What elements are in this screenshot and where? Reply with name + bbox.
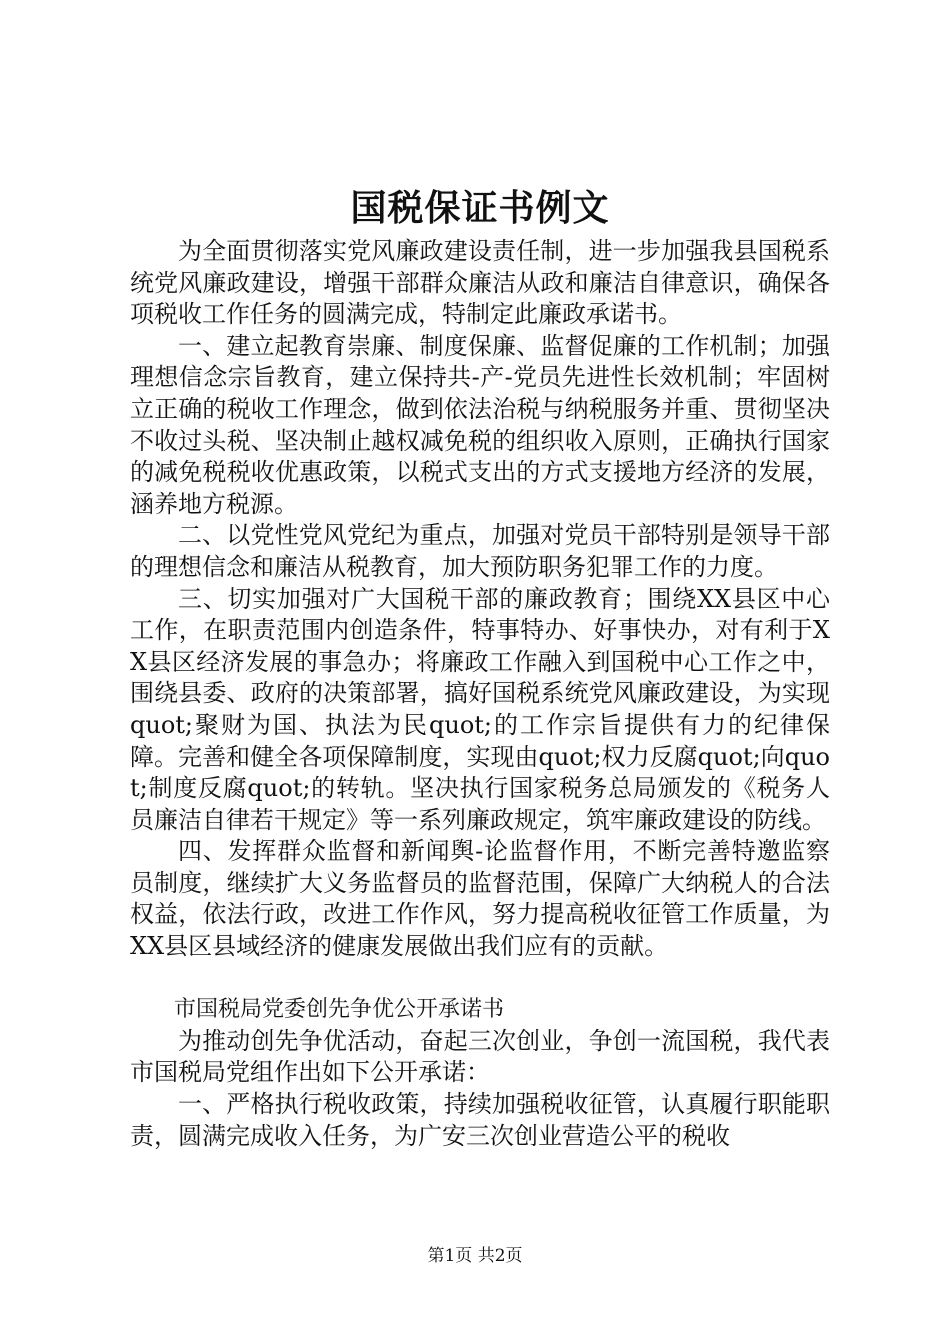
paragraph-pledge-1: 一、严格执行税收政策，持续加强税收征管，认真履行职能职责，圆满完成收入任务，为广安三次创业营造公平的税收 [130,1090,830,1150]
section-subtitle: 市国税局党委创先争优公开承诺书 [174,997,505,1023]
blank-line [130,963,830,995]
paragraph-item-4: 四、发挥群众监督和新闻舆-论监督作用，不断完善特邀监察员制度，继续扩大义务监督员的监督范围，保障广大纳税人的合法权益，依法行政，改进工作作风，努力提高税收征管工作质量，为XX县区县域经济的健康发展做出我们应有的贡献。 [130,837,830,961]
paragraph-item-3: 三、切实加强对广大国税干部的廉政教育；围绕XX县区中心工作，在职责范围内创造条件，特事特办、好事快办，对有利于XX县区经济发展的事急办；将廉政工作融入到国税中心工作之中，围绕县委、政府的决策部署，搞好国税系统党风廉政建设，为实现quot;聚财为国、执法为民quot;的工作宗旨提供有力的纪律保障。完善和健全各项保障制度，实现由quot;权力反腐quot;向quot;制度反腐quot;的转轨。坚决执行国家税务总局颁发的《税务人员廉洁自律若干规定》等一系列廉政规定，筑牢廉政建设的防线。 [130,584,830,834]
paragraph-intro: 为全面贯彻落实党风廉政建设责任制，进一步加强我县国税系统党风廉政建设，增强干部群众廉洁从政和廉洁自律意识，确保各项税收工作任务的圆满完成，特制定此廉政承诺书。 [130,237,830,329]
paragraph-item-1: 一、建立起教育崇廉、制度保廉、监督促廉的工作机制；加强理想信念宗旨教育，建立保持共-产-党员先进性长效机制；牢固树立正确的税收工作理念，做到依法治税与纳税服务并重、贯彻坚决不收过头税、坚决制止越权减免税的组织收入原则，正确执行国家的减免税税收优惠政策，以税式支出的方式支援地方经济的发展，涵养地方税源。 [130,331,830,518]
paragraph-item-2: 二、以党性党风党纪为重点，加强对党员干部特别是领导干部的理想信念和廉洁从税教育，加大预防职务犯罪工作的力度。 [130,521,830,581]
page-number: 第1页 共2页 [427,1246,523,1266]
document-page [130,182,830,1152]
document-title: 国税保证书例文 [350,187,610,229]
paragraph-pledge-intro: 为推动创先争优活动，奋起三次创业，争创一流国税，我代表市国税局党组作出如下公开承诺： [130,1026,830,1087]
